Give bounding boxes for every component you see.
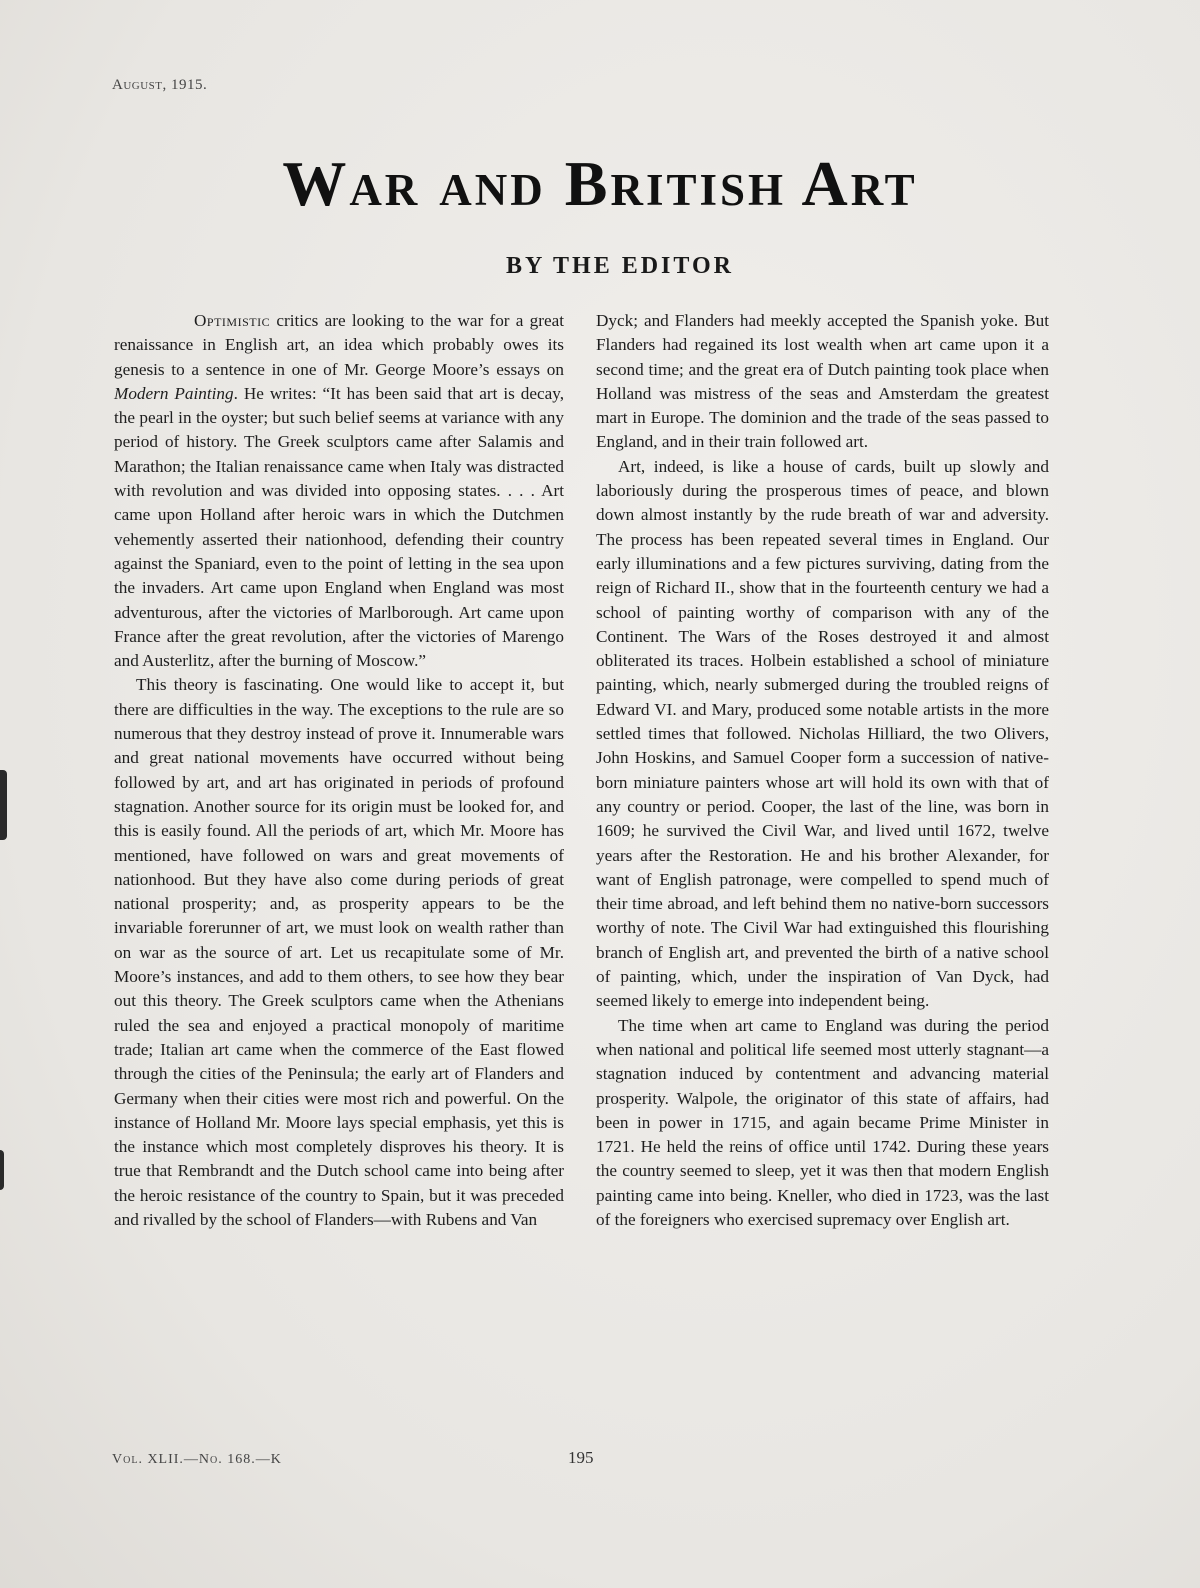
book-title: Modern Painting [114,383,234,403]
paragraph: The time when art came to England was during the period when national and political life seemed most utterly stagnant—a stagnation induced by contentment and advancing material prosperity. Walpole, the originator of this state of affairs, had been in power in 1715, and again became Prime Minister in 1721. He held the reins of office until 1742. During these years the country seemed to sleep, yet it was then that modern English painting came into being. Kneller, who died in 1723, was the last of the foreigners who exercised supremacy over English art. [596,1015,1049,1229]
dateline: August, 1915. [112,77,208,93]
paragraph: Art, indeed, is like a house of cards, built up slowly and laboriously during the prosperous times of peace, and blown down almost instantly by the rude breath of war and adversity. The process has been repeated several times in England. Our early illuminations and a few pictures surviving, dating from the reign of Richard II., show that in the fourteenth century we had a school of painting worthy of comparison with any of the Continent. The Wars of the Roses destroyed it and almost obliterated its traces. Holbein established a school of miniature painting, which, nearly submerged during the troubled reigns of Edward VI. and Mary, produced some notable artists in the more settled times that followed. Nicholas Hilliard, the two Olivers, John Hoskins, and Samuel Cooper form a succession of native-born miniature painters whose art will hold its own with that of any country or period. Cooper, the last of the line, was born in 1609; he survived the Civil War, and lived until 1672, twelve years after the Restoration. He and his brother Alexander, for want of English patronage, were compelled to spend much of their time abroad, and left behind them no native-born successors worthy of note. The Civil War had extinguished this flourishing branch of English art, and prevented the birth of a native school of painting, which, under the inspiration of Van Dyck, had seemed likely to emerge into independent being. [596,456,1049,1011]
article-byline: BY THE EDITOR [506,253,734,279]
paragraph: This theory is fascinating. One would like to accept it, but there are difficulties in the way. The exceptions to the rule are so numerous that they destroy instead of prove it. Innumerable wars and great national movements have occurred without being followed by art, and art has originated in periods of profound stagnation. Another source for its origin must be looked for, and this is easily found. All the periods of art, which Mr. Moore has mentioned, have followed on wars and great movements of nationhood. But they have also come during periods of great national prosperity; and, as prosperity appears to be the invariable forerunner of art, we must look on wealth rather than on war as the source of art. Let us recapitulate some of Mr. Moore’s instances, and add to them others, to see how they bear out this theory. The Greek sculptors came when the Athenians ruled the sea and enjoyed a practical monopoly of maritime trade; Italian art came when the commerce of the East flowed through the cities of the Peninsula; the early art of Flanders and Germany when their cities were most rich and powerful. On the instance of Holland Mr. Moore lays special emphasis, yet this is the instance which most completely disproves his theory. It is true that Rembrandt and the Dutch school came into being after the heroic resistance of the country to Spain, but it was preceded and rivalled by the school of Flanders—with Rubens and Van [114,675,564,1229]
right-column [596,309,1049,1232]
binding-mark [0,1150,4,1190]
paragraph [114,309,564,673]
lead-word: Optimistic [194,311,271,330]
volume-info: Vol. XLII.—No. 168.—K [112,1452,282,1467]
paragraph-text: . He writes: “It has been said that art is decay, the pearl in the oyster; but such belief seems at variance with any period of history. The Greek sculptors came after Salamis and Marathon; the Italian renaissance came when Italy was distracted with revolution and was divided into opposing states. . . . Art came upon Holland after heroic wars in which the Dutchmen vehemently asserted their nationhood, defending their country against the Spaniard, even to the point of letting in the sea upon the invaders. Art came upon England when England was most adventurous, after the victories of Marlborough. Art came upon France after the great revolution, after the victories of Marengo and Austerlitz, after the burning of Moscow.” [114,383,564,671]
left-column [114,309,564,1232]
article-title: War and British Art [282,148,918,219]
paragraph-continued: Dyck; and Flanders had meekly accepted the Spanish yoke. But Flanders had regained its lost wealth when art came upon it a second time; and the great era of Dutch painting took place when Holland was mistress of the seas and Amsterdam the greatest mart in Europe. The dominion and the trade of the seas passed to England, and in their train followed art. [596,311,1049,452]
paragraph-text: critics are looking to the war for a great renaissance in English art, an idea which probably owes its genesis to a sentence in one of Mr. George Moore’s essays on [114,311,564,379]
binding-mark [0,770,7,840]
page-number: 195 [568,1448,594,1467]
